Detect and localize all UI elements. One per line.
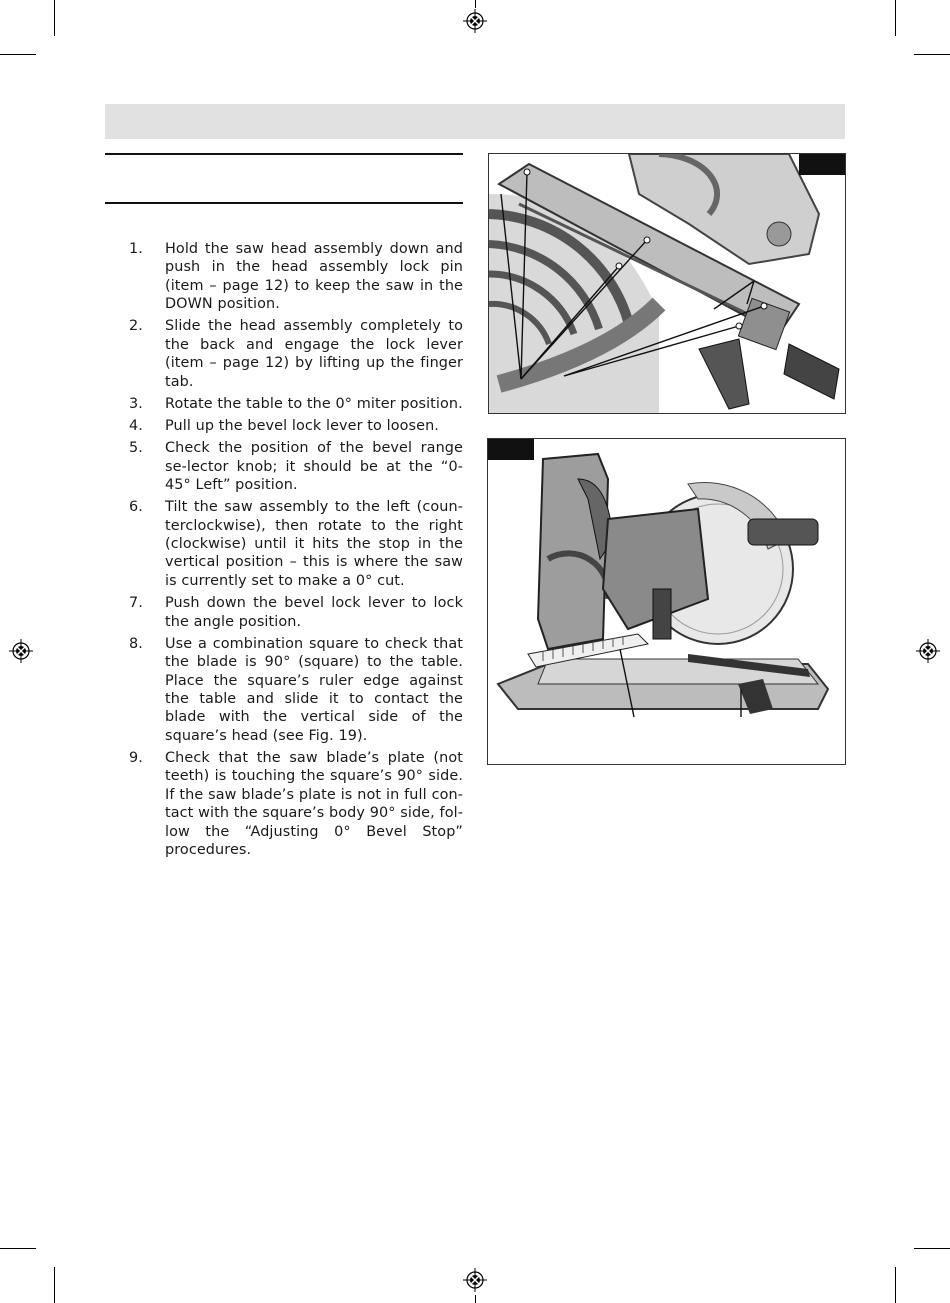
registration-mark-icon [463,9,487,33]
step-text: Use a combination square to check that the blade is 90° (square) to the table. Place the square’s ruler edge against the table and slide it to contact the blade with the vertical side of the square’s head (see Fig. 19). [165,635,463,744]
figure-number-tab [799,154,845,175]
section-header-bar [105,104,845,139]
step-number: 4. [129,418,143,435]
step-number: 6. [129,499,143,516]
step-number: 2. [129,318,143,335]
miter-saw-illustration [488,439,845,764]
step-number: 5. [129,440,143,457]
crop-mark-top-left-h [0,54,36,55]
list-item [125,439,463,494]
saw-table-illustration [489,154,845,413]
list-item [125,317,463,391]
step-number: 8. [129,635,143,652]
figure-number-tab [488,439,534,460]
crop-mark-bottom-left-v [54,1267,55,1303]
procedure-steps [125,240,463,863]
crop-mark-bottom-right-h [914,1248,950,1249]
crop-mark-bottom-center-v [475,1295,476,1303]
step-text: Pull up the bevel lock lever to loosen. [165,418,439,435]
list-item [125,749,463,859]
list-item [125,635,463,745]
step-text: Slide the head assembly completely to the back and engage the lock lever (item – page 12) by lifting up the finger tab. [165,318,463,390]
list-item [125,395,463,413]
crop-mark-top-right-h [914,54,950,55]
crop-mark-bottom-left-h [0,1248,36,1249]
registration-mark-icon [9,639,33,663]
registration-mark-icon [916,639,940,663]
figure-saw-with-square [487,438,846,765]
step-text: Hold the saw head assembly down and push in the head assembly lock pin (item – page 12) to keep the saw in the DOWN position. [165,241,463,313]
list-item [125,240,463,314]
heading-rule-bottom [105,202,463,204]
step-text: Push down the bevel lock lever to lock the angle position. [165,595,463,630]
heading-rule-top [105,153,463,155]
crop-mark-top-left-v [54,0,55,36]
step-text: Check the position of the bevel range se-lector knob; it should be at the “0-45° Left” position. [165,440,463,494]
crop-mark-bottom-right-v [895,1267,896,1303]
list-item [125,417,463,435]
list-item [125,594,463,631]
crop-mark-top-center-v [475,0,476,8]
step-text: Rotate the table to the 0° miter position. [165,395,463,412]
step-number: 3. [129,395,143,412]
step-text: Tilt the saw assembly to the left (coun-terclockwise), then rotate to the right (clockwise) until it hits the stop in the vertical position – this is where the saw is currently set to make a 0° cut. [165,499,463,589]
step-number: 7. [129,595,143,612]
step-number: 1. [129,241,143,257]
figure-saw-table-closeup [488,153,846,414]
step-text: Check that the saw blade’s plate (not teeth) is touching the square’s 90° side. If the saw blade’s plate is not in full con-tact with the square’s body 90° side, fol-low the “Adjusting 0° Bevel Stop” procedures. [165,749,463,858]
list-item [125,498,463,590]
crop-mark-top-right-v [895,0,896,36]
step-number: 9. [129,749,143,766]
registration-mark-icon [463,1268,487,1292]
